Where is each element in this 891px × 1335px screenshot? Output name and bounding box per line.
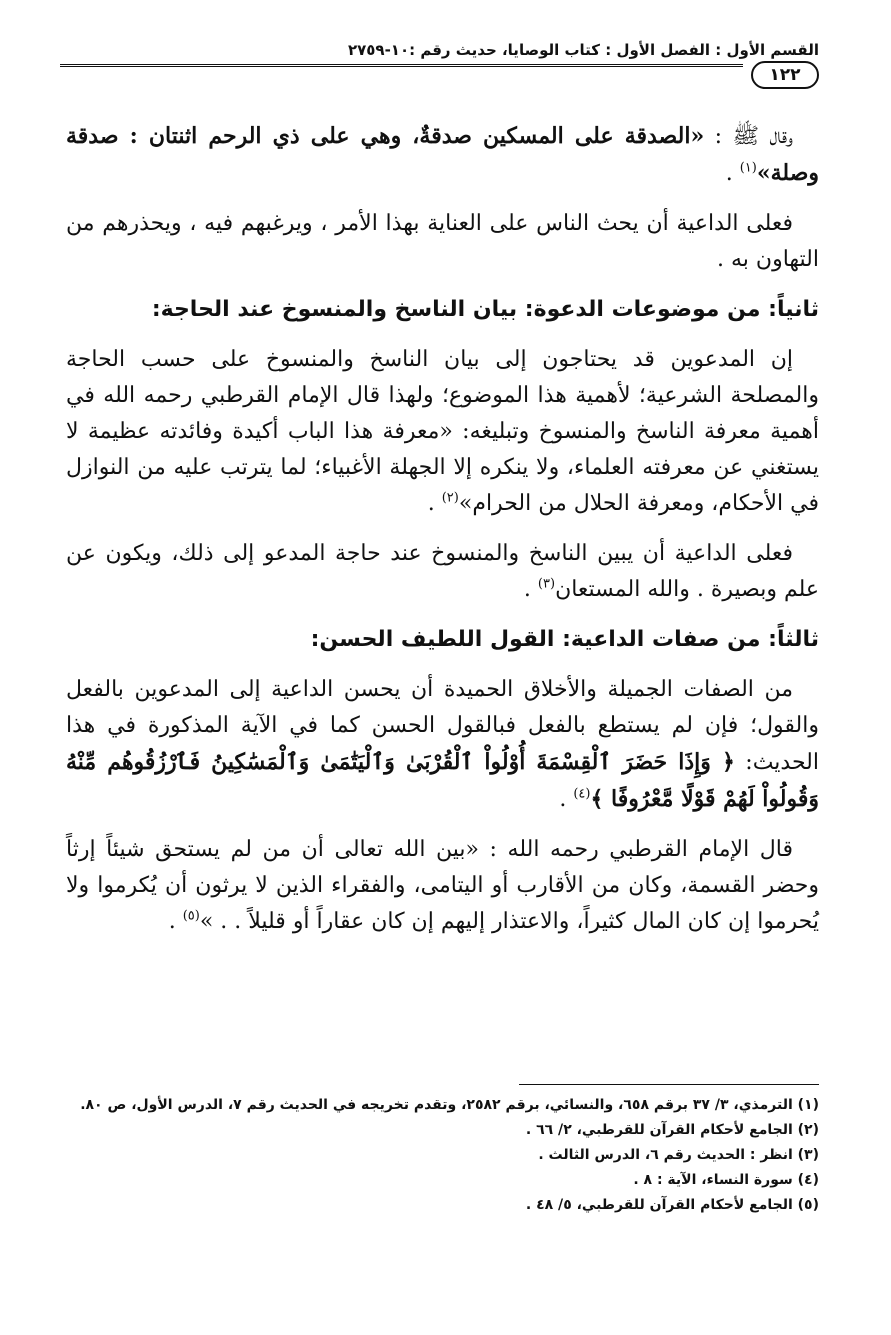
sentence-end: . [427,491,442,516]
quran-verse: ﴿ وَإِذَا حَضَرَ ٱلْقِسْمَةَ أُوْلُواْ ٱلْقُرْبَىٰ وَٱلْيَتَٰمَىٰ وَٱلْمَسَٰكِينُ فَٱرْزُقُوهُم مِّنْهُ وَقُولُواْ لَهُمْ قَوْلًا مَّعْرُوفًا ﴾ [66,749,819,812]
footnote-ref-4: (٤) [573,786,591,802]
page-number: ١٢٢ [751,61,819,89]
footnote-3: (٣) انظر : الحديث رقم ٦، الدرس الثالث . [538,1147,819,1163]
paragraph-4-text: فعلى الداعية أن يبين الناسخ والمنسوخ عند حاجة المدعو إلى ذلك، ويكون عن علم وبصيرة . والله المستعان [66,541,819,602]
header-double-rule [60,64,743,67]
paragraph-2: فعلى الداعية أن يحث الناس على العناية بهذا الأمر ، ويرغبهم فيه ، ويحذرهم من التهاون به . [66,211,819,272]
paragraph-6 [66,832,819,940]
section-heading-3: ثالثاً: من صفات الداعية: القول اللطيف الحسن: [310,627,819,652]
sentence-end: . [523,577,538,602]
footnote-ref-2: (٢) [441,490,459,506]
hadith-lead: وقال ﷺ : [704,124,794,149]
paragraph-3 [66,342,819,522]
footnote-ref-3: (٣) [537,576,556,592]
footnote-2: (٢) الجامع لأحكام القرآن للقرطبي، ٢/ ٦٦ . [525,1122,819,1138]
footnote-separator [519,1084,819,1085]
section-heading-2: ثانياً: من موضوعات الدعوة: بيان الناسخ والمنسوخ عند الحاجة: [151,297,819,322]
footnotes [66,1094,819,1219]
footnote-4: (٤) سورة النساء، الآية : ٨ . [633,1172,819,1188]
paragraph-3-text: إن المدعوين قد يحتاجون إلى بيان الناسخ والمنسوخ على حسب الحاجة والمصلحة الشرعية؛ لأهمية هذا الموضوع؛ ولهذا قال الإمام القرطبي رحمه الله في أهمية معرفة الناسخ والمنسوخ وتبليغه: «معرفة هذا الباب أكيدة وفائدته عظيمة لا يستغني عن معرفته العلماء، ولا ينكره إلا الجهلة الأغبياء؛ لما يترتب عليه من النوازل في الأحكام، ومعرفة الحلال من الحرام» [66,347,819,516]
paragraph-4 [66,536,819,608]
paragraph-5-text: من الصفات الجميلة والأخلاق الحميدة أن يحسن الداعية إلى المدعوين بالفعل والقول؛ فإن لم يستطع بالفعل فبالقول الحسن كما في الآية المذكورة في هذا الحديث: [66,677,819,775]
footnote-1: (١) الترمذي، ٣/ ٣٧ برقم ٦٥٨، والنسائي، برقم ٢٥٨٢، وتقدم تخريجه في الحديث رقم ٧، الدرس الأول، ص ٨٠. [80,1097,819,1113]
paragraph-6-text: قال الإمام القرطبي رحمه الله : «بين الله تعالى أن من لم يستحق شيئاً إرثاً وحضر القسمة، وكان من الأقارب أو اليتامى، والفقراء الذين لا يرثون أن يُكرموا ولا يُحرموا إن كان المال كثيراً، والاعتذار إليهم إن كان عقاراً أو قليلاً . . » [66,837,819,934]
paragraph-5 [66,672,819,818]
hadith-quote: «الصدقة على المسكين صدقةٌ، وهي على ذي الرحم اثنتان : صدقة وصلة» [66,123,819,186]
running-header: القسم الأول : الفصل الأول : كتاب الوصايا، حديث رقم :١٠-٢٧٥٩ [347,41,819,59]
paragraph-hadith [66,118,819,192]
sentence-end: . [168,909,183,934]
main-text [66,118,819,954]
sentence-end: . [725,161,740,186]
footnote-ref-5: (٥) [182,908,200,924]
footnote-ref-1: (١) [739,160,757,176]
sentence-end: . [559,787,574,812]
footnote-5: (٥) الجامع لأحكام القرآن للقرطبي، ٥/ ٤٨ . [525,1197,819,1213]
